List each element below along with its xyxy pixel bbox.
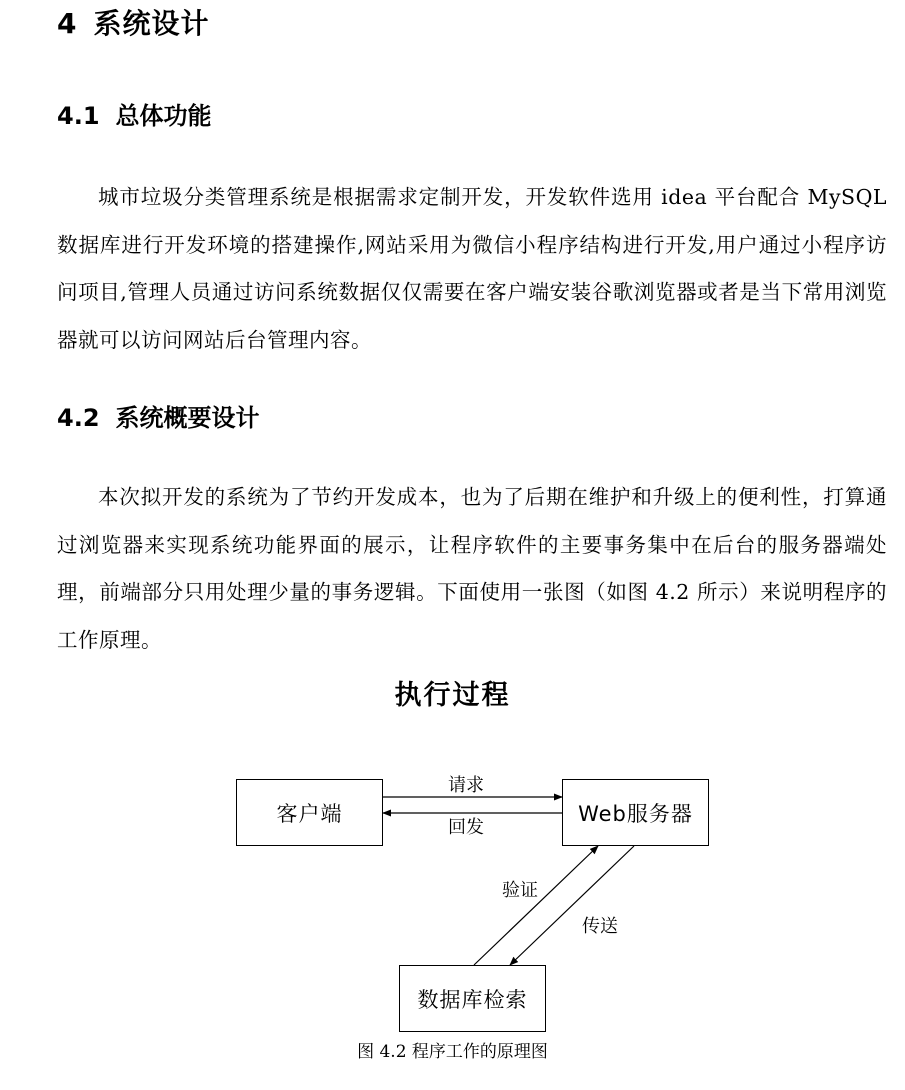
response-label: 回发 [448, 817, 484, 838]
transfer-label: 传送 [582, 916, 618, 937]
section-number: 4 [57, 7, 78, 40]
section-title: 系统设计 [93, 7, 210, 40]
diagram-title: 执行过程 [394, 680, 511, 711]
client-node: 客户端 [236, 779, 383, 846]
paragraph-overall-function: 城市垃圾分类管理系统是根据需求定制开发，开发软件选用 idea 平台配合 MySQL 数据库进行开发环境的搭建操作,网站采用为微信小程序结构进行开发,用户通过小程序访问项目,管理人员通过访问系统数据仅仅需要在客户端安装谷歌浏览器或者是当下常用浏览器就可以访问网站后台管理内容。 [57, 185, 887, 352]
paragraph-system-design: 本次拟开发的系统为了节约开发成本，也为了后期在维护和升级上的便利性，打算通过浏览器来实现系统功能界面的展示，让程序软件的主要事务集中在后台的服务器端处理，前端部分只用处理少量的事务逻辑。下面使用一张图（如图 4.2 所示）来说明程序的工作原理。 [57, 485, 887, 652]
transfer-arrow [510, 846, 634, 965]
subsection-number: 4.2 [57, 404, 100, 432]
database-node: 数据库检索 [399, 965, 546, 1032]
subsection-title: 总体功能 [115, 102, 212, 130]
figure-caption: 图 4.2 程序工作的原理图 [357, 1042, 548, 1062]
request-label: 请求 [448, 775, 484, 796]
verify-label: 验证 [502, 880, 538, 901]
subsection-title: 系统概要设计 [115, 404, 260, 432]
web-server-node: Web服务器 [562, 779, 709, 846]
subsection-number: 4.1 [57, 102, 100, 130]
verify-arrow [474, 846, 598, 965]
